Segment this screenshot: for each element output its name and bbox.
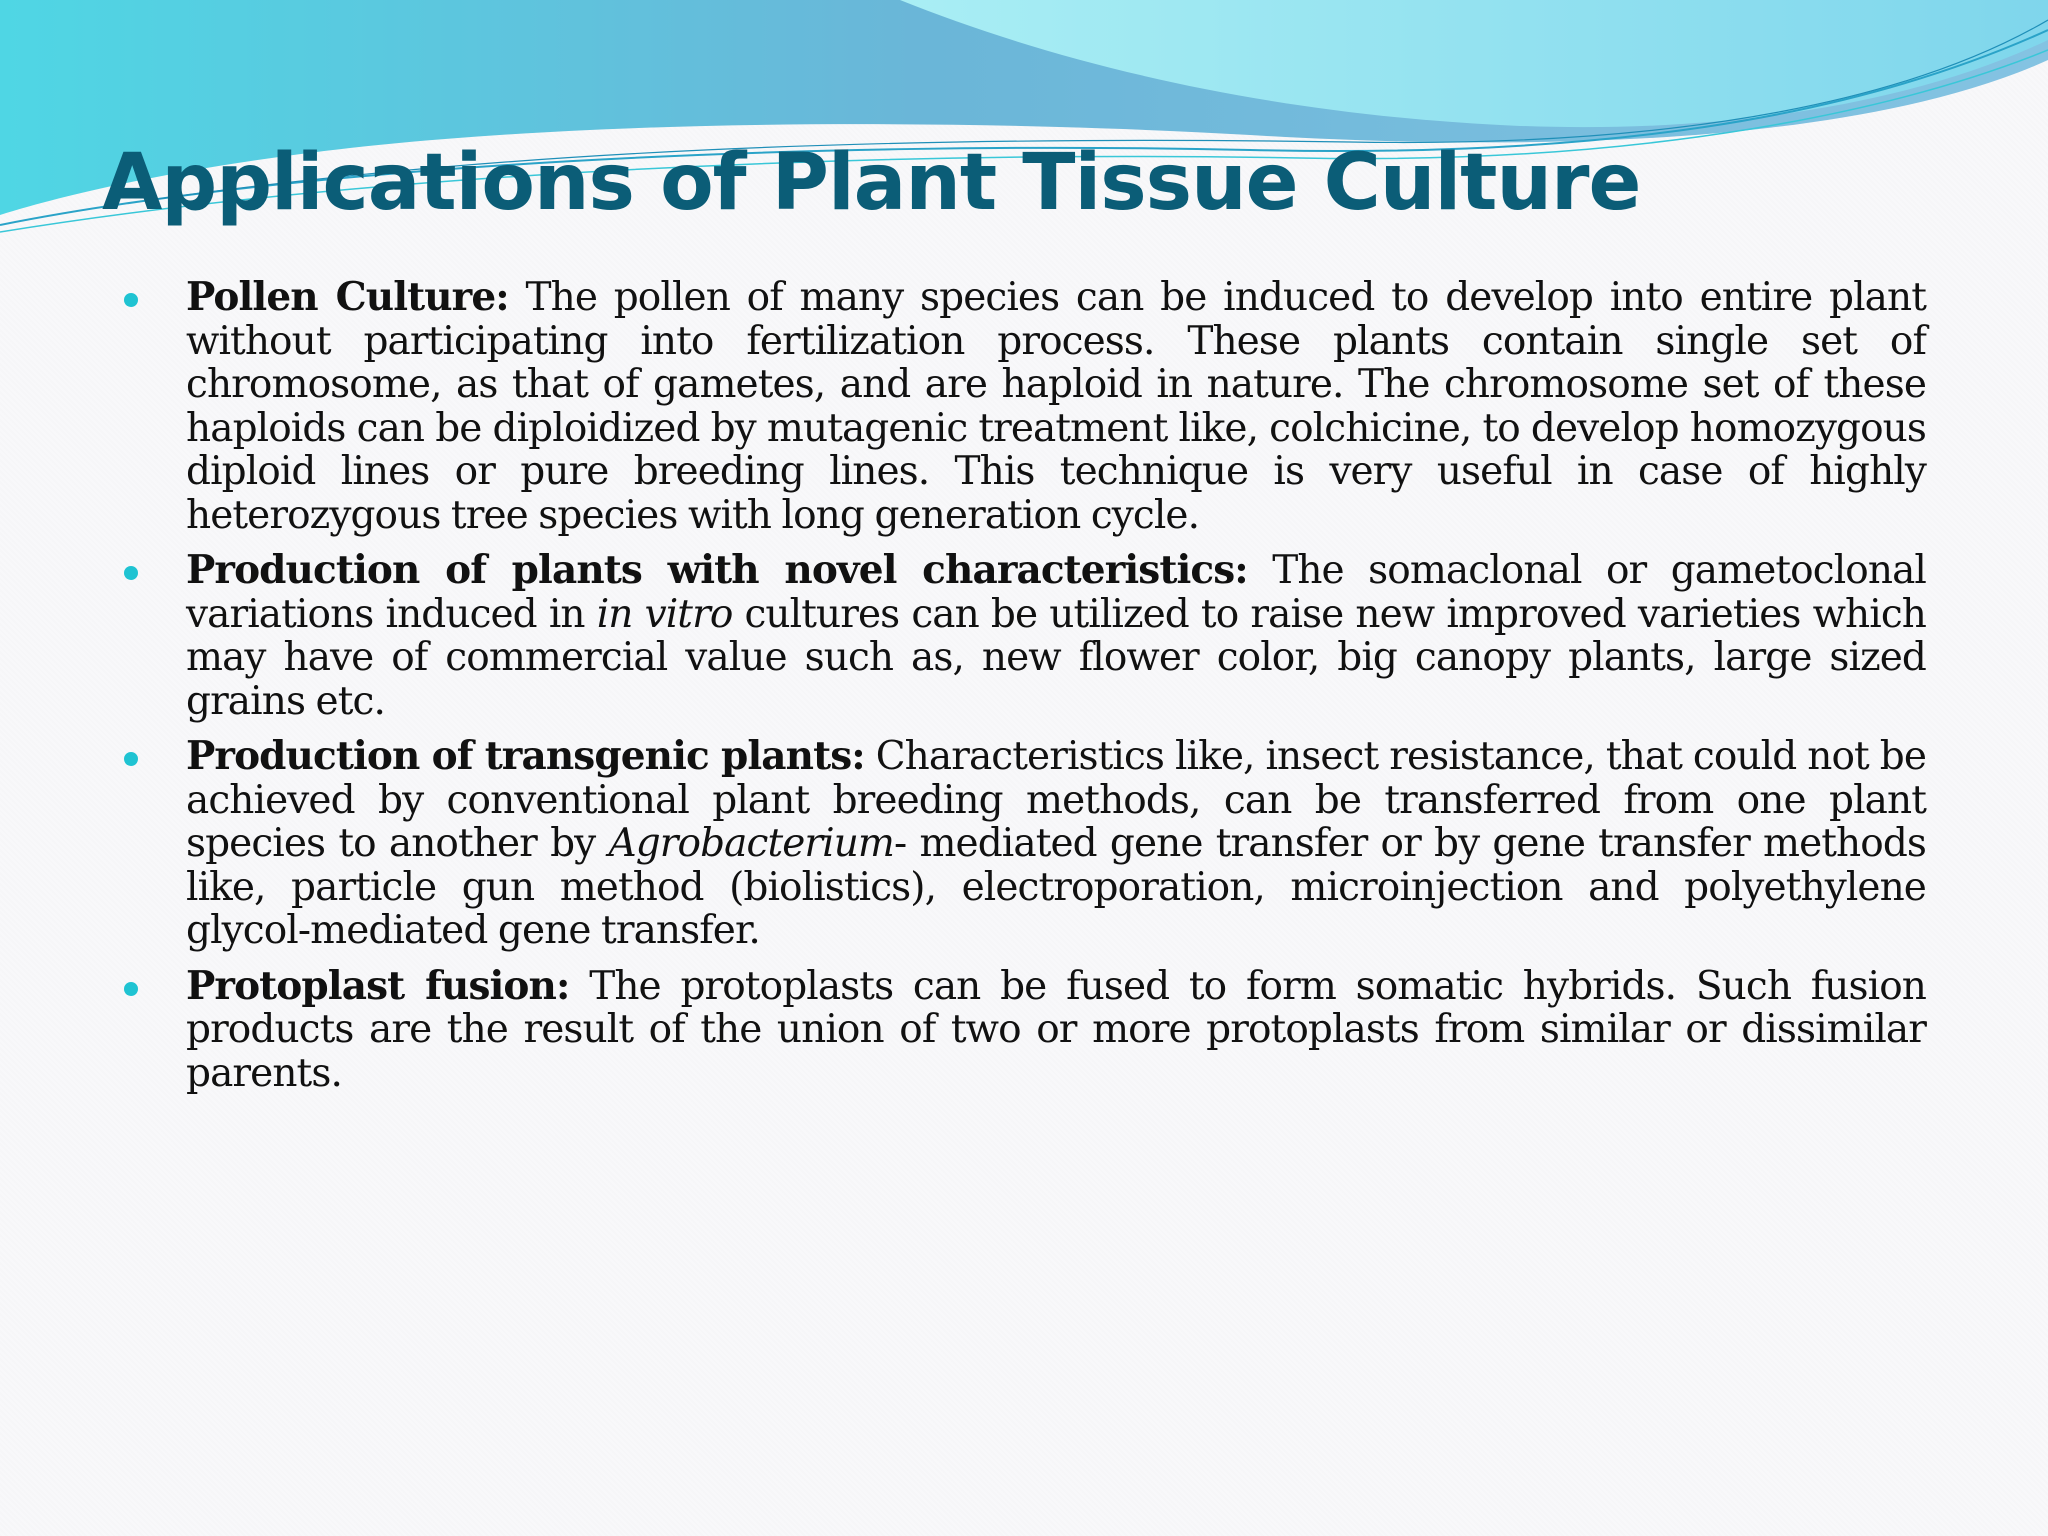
bullet-term: Production of plants with novel characteristics: <box>186 547 1248 593</box>
bullet-item-pollen-culture <box>118 276 1926 537</box>
bullet-text: The protoplasts can be fused to form somatic hybrids. Such fusion products are the result of the union of two or more protoplasts from similar or dissimilar parents. <box>186 963 1927 1096</box>
bullet-text: cultures can be utilized to raise new improved varieties which may have of commercial value such as, new flower color, big canopy plants, large sized grains etc. <box>186 591 1927 724</box>
bullet-term: Production of transgenic plants: <box>186 733 865 779</box>
bullet-item-protoplast-fusion <box>118 962 1927 1096</box>
bullet-dot-icon <box>124 293 138 307</box>
bullet-dot-icon <box>124 982 138 996</box>
bullet-dot-icon <box>124 566 138 580</box>
bullet-text: - mediated gene transfer or by gene transfer methods like, particle gun method (biolistics), electroporation, microinjection and polyethylene glycol-mediated gene transfer. <box>186 821 1926 953</box>
bullet-text: The pollen of many species can be induced to develop into entire plant without participating into fertilization process. These plants contain single set of chromosome, as that of gametes, and are haploid in nature. The chromosome set of these haploids can be diploidized by mutagenic treatment like, colchicine, to develop homozygous diploid lines or pure breeding lines. This technique is very useful in case of highly heterozygous tree species with long generation cycle. <box>186 275 1926 538</box>
bullet-list <box>118 276 1926 1107</box>
bullet-italic-text: Agrobacterium <box>608 821 895 866</box>
bullet-item-transgenic-plants <box>118 735 1926 953</box>
slide-title: Applications of Plant Tissue Culture <box>102 138 1641 228</box>
bullet-term: Protoplast fusion: <box>186 962 570 1009</box>
bullet-term: Pollen Culture: <box>186 274 509 320</box>
bullet-dot-icon <box>124 752 138 766</box>
bullet-text: The somaclonal or gametoclonal variations induced in <box>186 548 1926 637</box>
bullet-item-novel-characteristics <box>118 549 1926 723</box>
bullet-text: Characteristics like, insect resistance, that could not be achieved by conventional plant breeding methods, can be transferred from one plant species to another by <box>186 734 1926 866</box>
bullet-italic-text: in vitro <box>596 591 733 637</box>
